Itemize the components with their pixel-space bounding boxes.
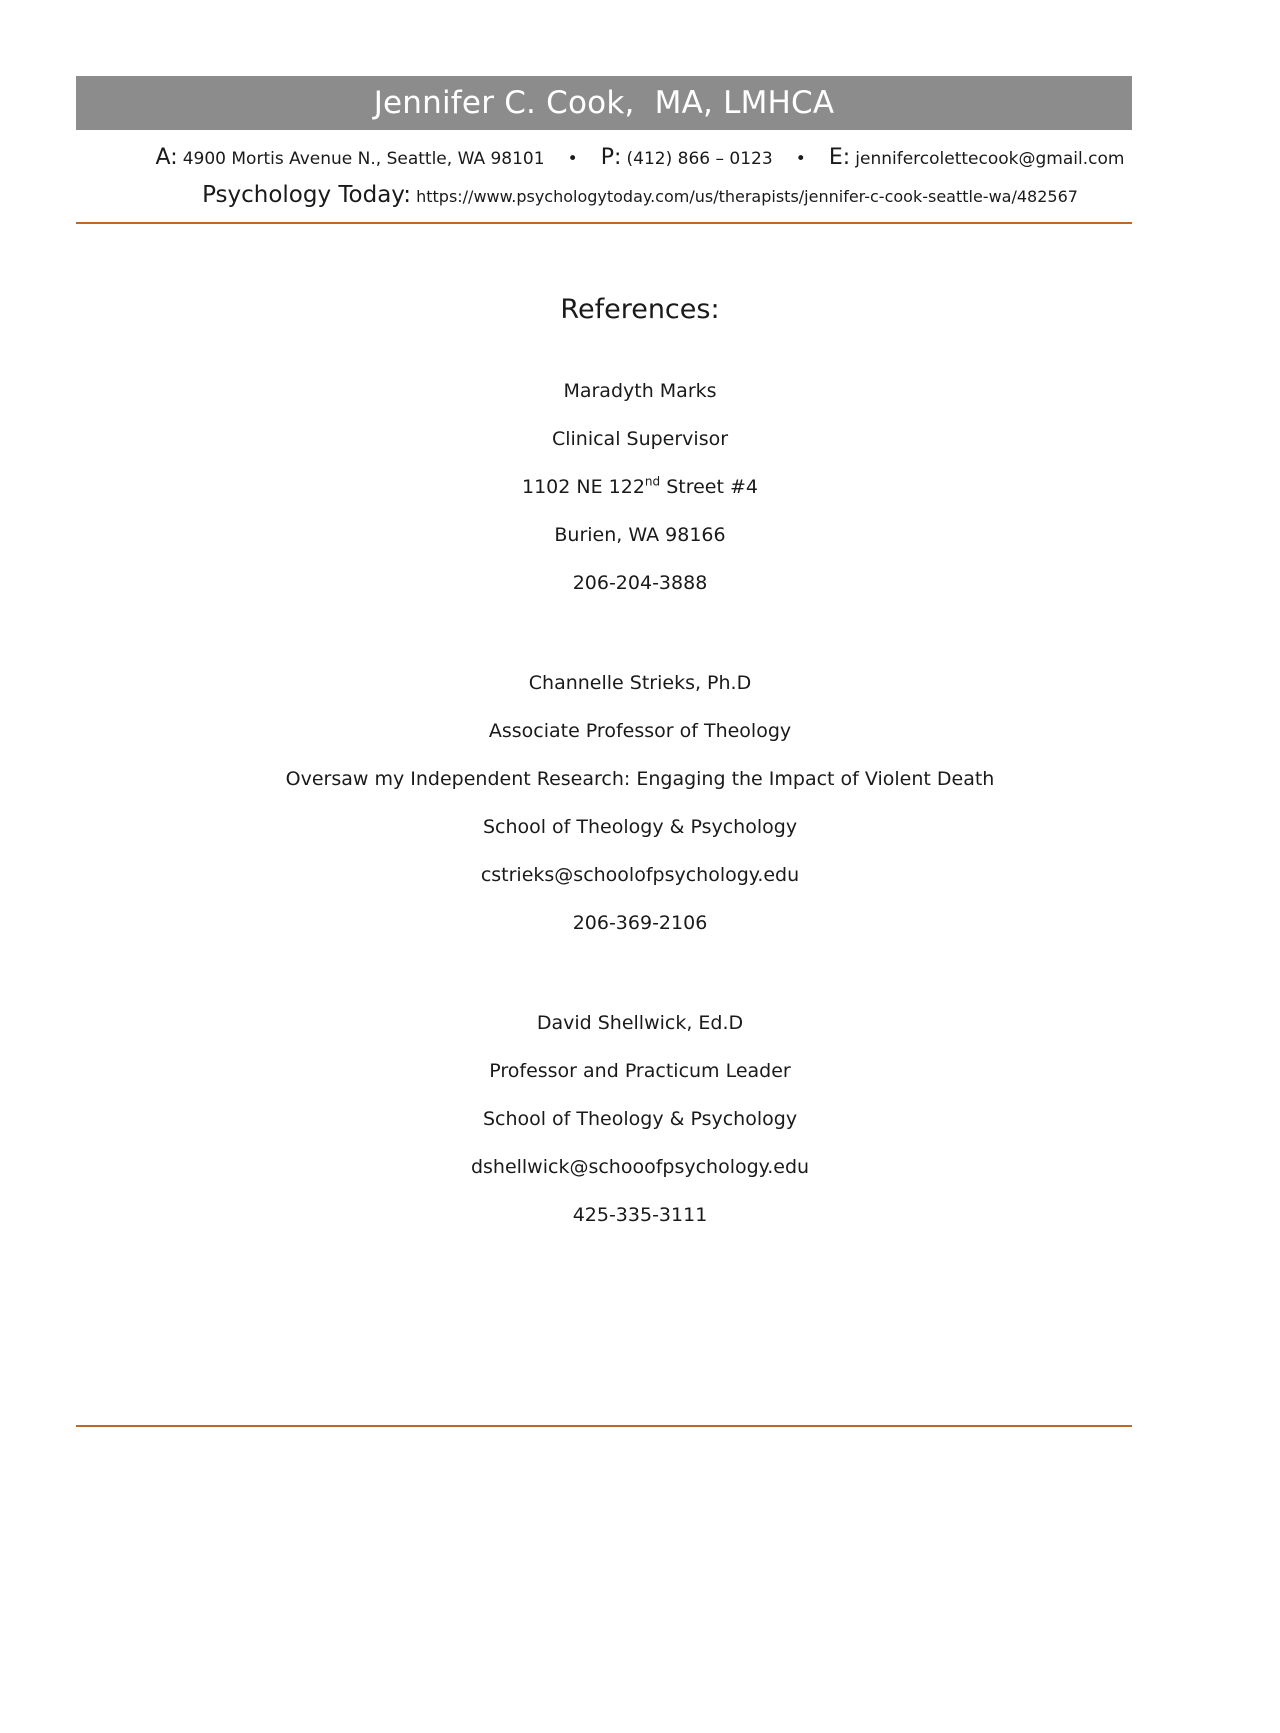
reference-detail: Oversaw my Independent Research: Engaging the Impact of Violent Death: [285, 767, 995, 790]
reference-name: Channelle Strieks, Ph.D: [528, 671, 752, 694]
section-title: References:: [560, 293, 720, 325]
reference-name: David Shellwick, Ed.D: [536, 1011, 744, 1034]
reference-detail: School of Theology & Psychology: [482, 1107, 798, 1130]
psychology-today-url[interactable]: https://www.psychologytoday.com/us/therapists/jennifer-c-cook-seattle-wa/482567: [416, 186, 1078, 206]
reference-detail: Burien, WA 98166: [554, 523, 726, 546]
separator-bullet-2: •: [795, 148, 806, 169]
address-label: A:: [155, 145, 178, 170]
references-section: [0, 294, 1280, 1239]
reference-detail: 425-335-3111: [572, 1203, 708, 1226]
psychology-today-label: Psychology Today:: [202, 181, 411, 208]
reference-email[interactable]: dshellwick@schooofpsychology.edu: [470, 1155, 810, 1178]
footer-divider: [76, 1425, 1132, 1427]
reference-entry: [0, 659, 1280, 947]
phone-label: P:: [600, 145, 622, 170]
reference-detail: 206-369-2106: [572, 911, 708, 934]
reference-entry: [0, 999, 1280, 1239]
reference-detail: Associate Professor of Theology: [488, 719, 792, 742]
name-banner: [76, 76, 1132, 130]
header-divider: [76, 222, 1132, 224]
reference-detail: 206-204-3888: [572, 571, 708, 594]
email-value[interactable]: jennifercolettecook@gmail.com: [855, 149, 1125, 169]
reference-detail: School of Theology & Psychology: [482, 815, 798, 838]
reference-detail: 1102 NE 122nd Street #4: [522, 474, 758, 498]
reference-name: Maradyth Marks: [563, 379, 717, 402]
reference-detail: Professor and Practicum Leader: [489, 1059, 791, 1082]
psychology-today-line: [76, 182, 1204, 208]
page-title: Jennifer C. Cook, MA, LMHCA: [373, 85, 835, 121]
reference-entry: [0, 367, 1280, 607]
contact-line: [76, 144, 1204, 172]
reference-email[interactable]: cstrieks@schoolofpsychology.edu: [480, 863, 800, 886]
resume-page: [0, 76, 1280, 1733]
address-value: 4900 Mortis Avenue N., Seattle, WA 98101: [182, 149, 545, 169]
email-label: E:: [828, 145, 851, 170]
phone-value: (412) 866 – 0123: [626, 149, 773, 169]
separator-bullet-1: •: [567, 148, 578, 169]
reference-detail: Clinical Supervisor: [551, 427, 729, 450]
